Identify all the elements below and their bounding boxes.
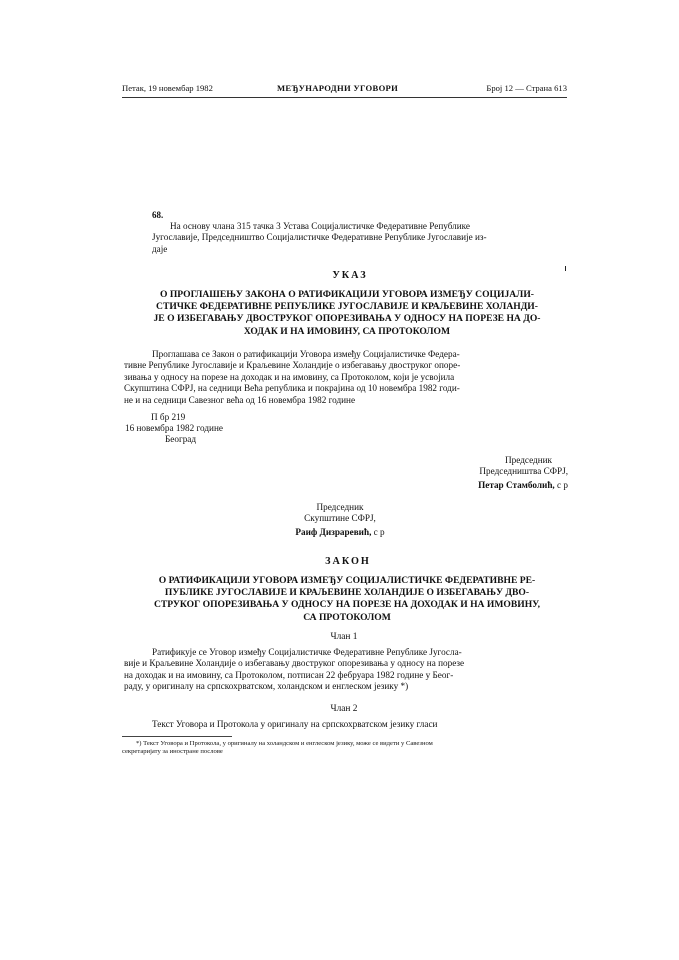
article-2-line: Текст Уговора и Протокола у оригиналу на српскохрватском језику гласи — [152, 719, 438, 729]
ukaz-heading-line: СТИЧКЕ ФЕДЕРАТИВНЕ РЕПУБЛИКЕ ЈУГОСЛАВИЈЕ И КРАЉЕВИНЕ ХОЛАНДИ- — [156, 301, 538, 313]
article-1-line: раду, у оригиналу на српскохрватском, холандском и енглеском језику *) — [124, 681, 409, 692]
presidency-name: Петар Стамболић, — [478, 480, 555, 491]
intro-line: Југославије, Председништво Социјалистичке Федеративне Републике Југославије из- — [152, 232, 487, 243]
presidency-body: Председништва СФРЈ, — [479, 466, 568, 477]
footnote-line: секретаријату за иностране послове — [122, 748, 223, 756]
zakon-heading-line: ПУБЛИКЕ ЈУГОСЛАВИЈЕ И КРАЉЕВИНЕ ХОЛАНДИЈЕ О ИЗБЕГАВАЊУ ДВО- — [164, 587, 530, 599]
reference-block — [125, 412, 285, 446]
margin-mark — [565, 266, 566, 271]
ukaz-title: УКАЗ — [332, 270, 368, 281]
intro-paragraph — [152, 221, 570, 255]
proclamation-line: зивања у односу на порезе на доходак и на имовину, са Протоколом, који је усвојила — [124, 371, 455, 382]
ukaz-heading-line: ХОДАК И НА ИМОВИНУ, СА ПРОТОКОЛОМ — [243, 325, 451, 337]
assembly-signature — [270, 502, 410, 539]
header-section-title: МЕЂУНАРОДНИ УГОВОРИ — [277, 83, 399, 93]
header-issue-page: Број 12 — Страна 613 — [486, 83, 567, 93]
footnote — [122, 740, 570, 757]
presidency-title: Председник — [505, 455, 552, 465]
intro-line: даје — [152, 243, 168, 254]
assembly-body: Скупштине СФРЈ, — [304, 513, 376, 524]
zakon-heading-line: СТРУКОГ ОПОРЕЗИВАЊА У ОДНОСУ НА ПОРЕЗЕ НА ДОХОДАК И НА ИМОВИНУ, — [153, 599, 541, 611]
footnote-rule — [122, 736, 232, 737]
article-1-line: вије и Краљевине Холандије о избегавању двоструког опорезивања у односу на порезе — [124, 658, 465, 669]
header-date: Петак, 19 новембар 1982 — [122, 83, 213, 93]
ukaz-heading-line: ЈЕ О ИЗБЕГАВАЊУ ДВОСТРУКОГ ОПОРЕЗИВАЊА У ОДНОСУ НА ПОРЕЗЕ НА ДО- — [153, 313, 541, 325]
assembly-name-line — [270, 527, 410, 538]
ukaz-heading — [124, 289, 570, 338]
item-number: 68. — [152, 210, 164, 220]
reference-number: П бр 219 — [151, 412, 186, 422]
presidency-signature — [400, 455, 568, 492]
zakon-heading — [124, 575, 570, 624]
presidency-sign: с р — [557, 480, 568, 491]
proclamation-paragraph — [124, 349, 570, 406]
assembly-title: Председник — [316, 502, 364, 512]
header-rule — [122, 97, 567, 98]
zakon-heading-line: СА ПРОТОКОЛОМ — [303, 611, 391, 623]
proclamation-line: Скупштина СФРЈ, на седници Већа република и покрајина од 10 новембра 1982 годи- — [124, 383, 460, 394]
proclamation-line: тивне Републике Југославије и Краљевине Холандије о избегавању двоструког опоре- — [124, 360, 461, 371]
article-2-text — [152, 719, 572, 730]
page-header — [122, 83, 567, 95]
reference-place: Београд — [165, 434, 197, 445]
zakon-title: ЗАКОН — [325, 556, 371, 567]
assembly-name: Раиф Дизраревић, — [295, 527, 372, 538]
zakon-heading-line: О РАТИФИКАЦИЈИ УГОВОРА ИЗМЕЂУ СОЦИЈАЛИСТИЧКЕ ФЕДЕРАТИВНЕ РЕ- — [158, 575, 536, 586]
intro-line: На основу члана 315 тачка 3 Устава Социјалистичке Федеративне Републике — [170, 221, 470, 231]
assembly-sign: с р — [373, 527, 385, 538]
reference-date: 16 новембра 1982 године — [125, 423, 223, 434]
ukaz-heading-line: О ПРОГЛАШЕЊУ ЗАКОНА О РАТИФИКАЦИЈИ УГОВОРА ИЗМЕЂУ СОЦИЈАЛИ- — [159, 289, 534, 300]
article-1-text — [124, 647, 570, 693]
proclamation-line: Проглашава се Закон о ратификацији Уговора између Социјалистичке Федера- — [152, 349, 460, 359]
footnote-line: *) Текст Уговора и Протокола, у оригиналу на холандском и енглеском језику, може се видети у Савезном — [136, 740, 433, 747]
article-2-title: Члан 2 — [330, 704, 358, 714]
presidency-name-line — [400, 480, 568, 491]
article-1-title: Члан 1 — [330, 632, 358, 642]
proclamation-line: не и на седници Савезног већа од 16 новембра 1982 године — [124, 394, 356, 405]
article-1-line: Ратификује се Уговор између Социјалистичке Федеративне Републике Југосла- — [152, 647, 462, 657]
article-1-line: на доходак и на имовину, са Протоколом, потписан 22 фебруара 1982 године у Беог- — [124, 669, 454, 680]
